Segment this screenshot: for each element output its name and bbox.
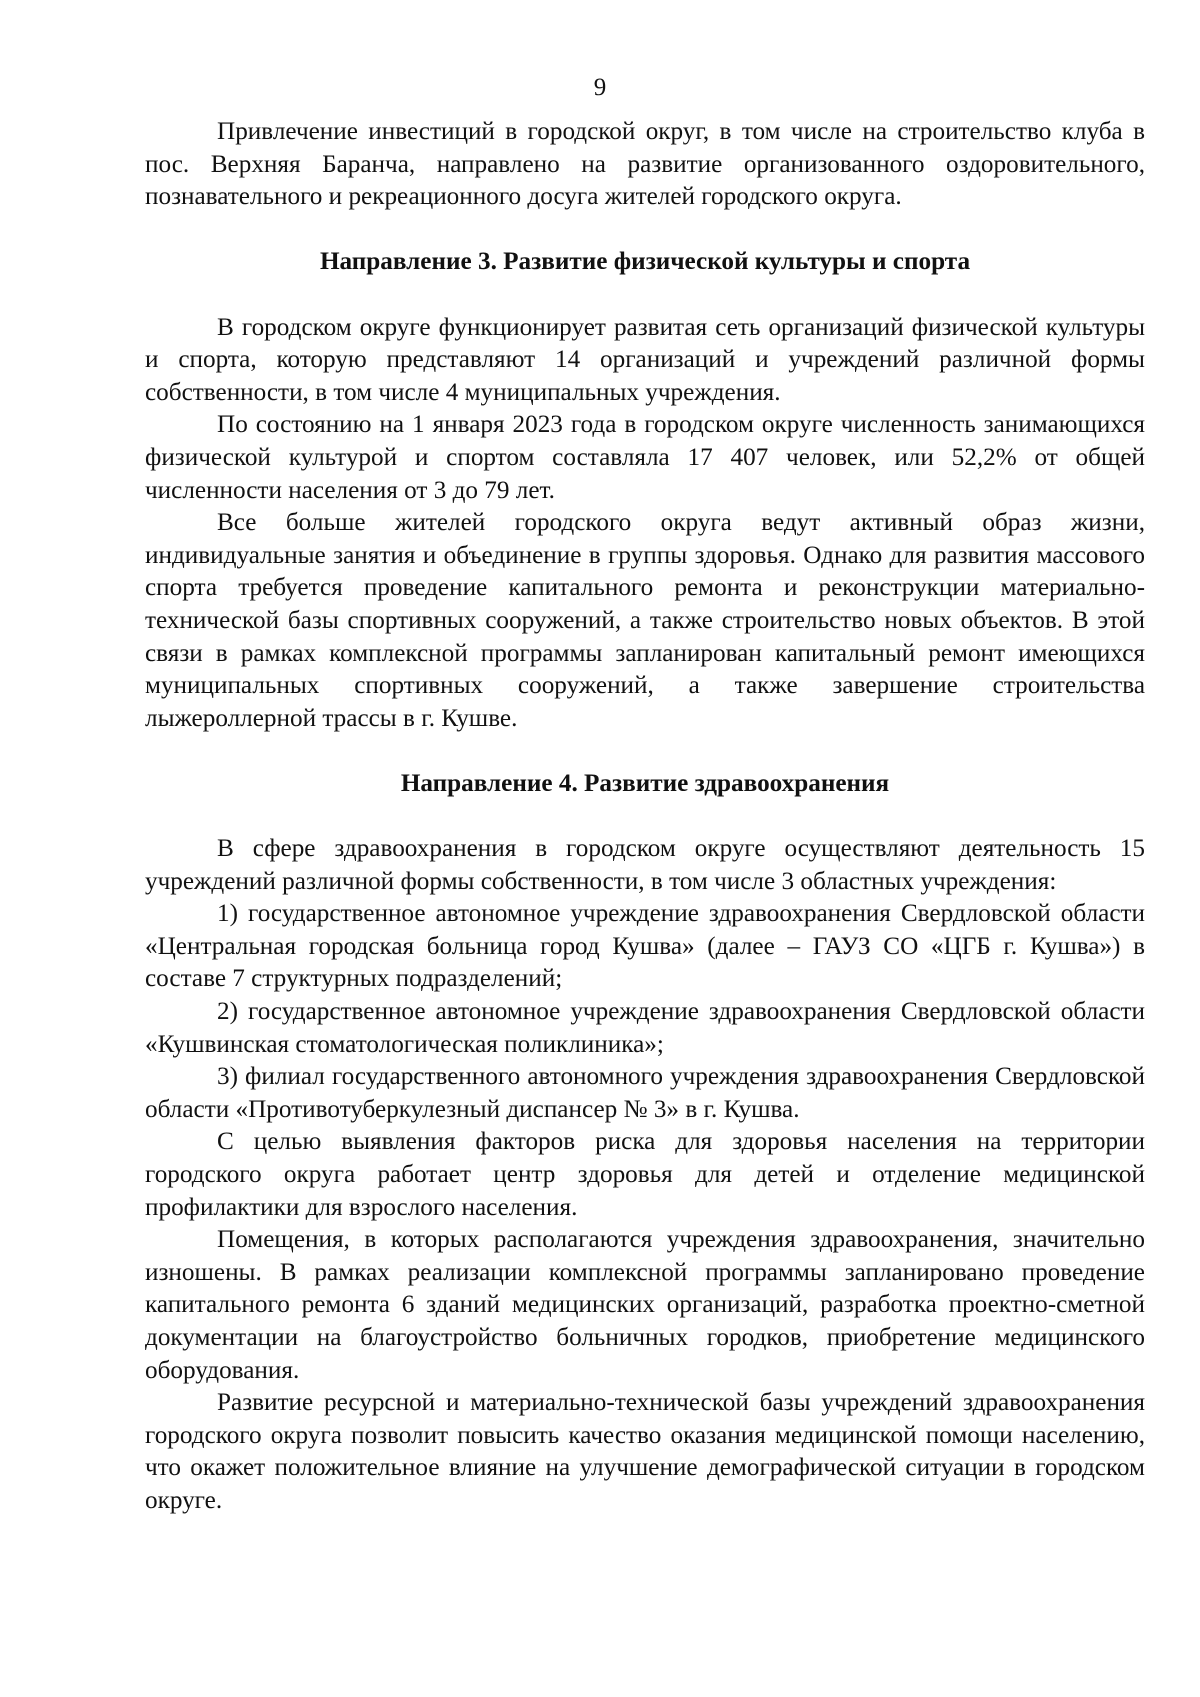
paragraph-sports-participants: По состоянию на 1 января 2023 года в городском округе численность занимающихся физической культурой и спортом составляла 17 407 человек, или 52,2% от общей численности населения от 3 до 79 лет. xyxy=(145,411,1145,504)
list-item-2: 2) государственное автономное учреждение здравоохранения Свердловской области «Кушвинская стоматологическая поликлиника»; xyxy=(145,998,1145,1058)
spacer xyxy=(145,800,1145,833)
document-body xyxy=(145,116,1145,1518)
list-item-3: 3) филиал государственного автономного учреждения здравоохранения Свердловской области «Противотуберкулезный диспансер № 3» в г. Кушва. xyxy=(145,1063,1145,1123)
spacer xyxy=(145,214,1145,247)
spacer xyxy=(145,279,1145,312)
paragraph-development-outcome: Развитие ресурсной и материально-технической базы учреждений здравоохранения городского округа позволит повысить качество оказания медицинской помощи населению, что окажет положительное влияние на улучшение демографической ситуации в городском округе. xyxy=(145,1389,1145,1514)
paragraph-health-centers: С целью выявления факторов риска для здоровья населения на территории городского округа работает центр здоровья для детей и отделение медицинской профилактики для взрослого населения. xyxy=(145,1128,1145,1221)
paragraph-investments: Привлечение инвестиций в городской округ, в том числе на строительство клуба в пос. Верхняя Баранча, направлено на развитие организованного оздоровительного, познавательного и рекреационного досуга жителей городского округа. xyxy=(145,118,1145,211)
paragraph-buildings-repair: Помещения, в которых располагаются учреждения здравоохранения, значительно изношены. В рамках реализации комплексной программы запланировано проведение капитального ремонта 6 зданий медицинских организаций, разработка проектно-сметной документации на благоустройство больничных городков, приобретение медицинского оборудования. xyxy=(145,1226,1145,1384)
paragraph-sports-facilities: Все больше жителей городского округа ведут активный образ жизни, индивидуальные занятия и объединение в группы здоровья. Однако для развития массового спорта требуется проведение капитального ремонта и реконструкции материально-технической базы спортивных сооружений, а также строительство новых объектов. В этой связи в рамках комплексной программы запланирован капитальный ремонт имеющихся муниципальных спортивных сооружений, а также завершение строительства лыжероллерной трассы в г. Кушве. xyxy=(145,509,1145,732)
paragraph-healthcare-institutions: В сфере здравоохранения в городском округе осуществляют деятельность 15 учреждений различной формы собственности, в том числе 3 областных учреждения: xyxy=(145,835,1145,895)
page-number: 9 xyxy=(593,74,607,101)
spacer xyxy=(145,735,1145,768)
paragraph-sports-network: В городском округе функционирует развитая сеть организаций физической культуры и спорта, которую представляют 14 организаций и учреждений различной формы собственности, в том числе 4 муниципальных учреждения. xyxy=(145,313,1145,406)
list-item-1: 1) государственное автономное учреждение здравоохранения Свердловской области «Центральная городская больница город Кушва» (далее – ГАУЗ СО «ЦГБ г. Кушва») в составе 7 структурных подразделений; xyxy=(145,900,1145,993)
heading-direction-3: Направление 3. Развитие физической культуры и спорта xyxy=(319,248,971,276)
heading-direction-4: Направление 4. Развитие здравоохранения xyxy=(400,769,890,797)
